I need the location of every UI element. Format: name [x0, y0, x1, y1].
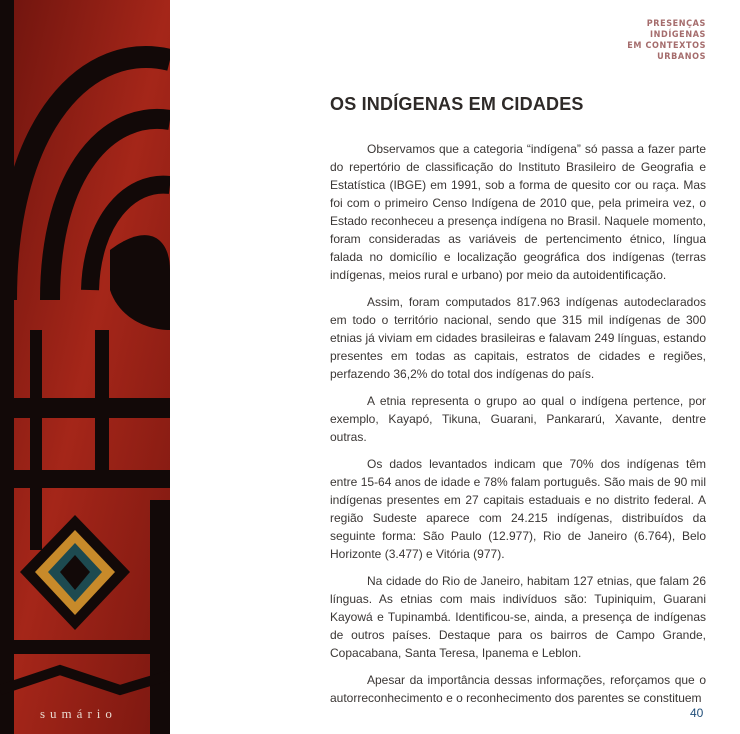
running-header — [586, 19, 706, 63]
summary-nav-link[interactable]: sumário — [40, 706, 117, 721]
side-artwork-panel — [0, 0, 170, 734]
indigenous-pattern-graphic — [0, 0, 170, 734]
paragraph: Na cidade do Rio de Janeiro, habitam 127 etnias, que falam 26 línguas. As etnias com mais indivíduos são: Tupiniquim, Guarani Kayowá e Tupinambá. Identificou-se, ainda, a presença de indígenas de outros países. Destaque para os bairros de Campo Grande, Copacabana, Santa Teresa, Ipanema e Leblon. — [330, 574, 706, 660]
page-title: OS INDÍGENAS EM CIDADES — [330, 94, 584, 114]
header-line: URBANOS — [657, 52, 706, 62]
paragraph: Apesar da importância dessas informações, reforçamos que o autorreconhecimento e o reconhecimento dos parentes se constituem — [330, 673, 706, 705]
paragraph: Os dados levantados indicam que 70% dos indígenas têm entre 15-64 anos de idade e 78% falam português. São mais de 90 mil indígenas presentes em 27 capitais estaduais e no distrito federal. A região Sudeste aparece com 24.215 indígenas, distribuídos da seguinte forma: São Paulo (12.977), Rio de Janeiro (6.764), Belo Horizonte (3.477) e Vitória (977). — [330, 457, 706, 561]
page-number: 40 — [690, 706, 704, 720]
header-line: PRESENÇAS — [646, 19, 706, 29]
paragraph: A etnia representa o grupo ao qual o indígena pertence, por exemplo, Kayapó, Tikuna, Guarani, Pankararú, Xavante, dentre outras. — [330, 394, 706, 444]
article-body — [330, 140, 706, 716]
header-line: INDÍGENAS — [650, 30, 706, 40]
paragraph: Observamos que a categoria “indígena” só passa a fazer parte do repertório de classificação do Instituto Brasileiro de Geografia e Estatística (IBGE) em 1991, sob a forma de quesito cor ou raça. Mas foi com o primeiro Censo Indígena de 2010 que, pela primeira vez, o Estado reconheceu a presença indígena no Brasil. Naquele momento, foram consideradas as variáveis de pertencimento étnico, língua falada no domicílio e localização geográfica dos indígenas (terras indígenas, meios rural e urbano) por meio da autoidentificação. — [330, 142, 706, 282]
paragraph: Assim, foram computados 817.963 indígenas autodeclarados em todo o território nacional, sendo que 315 mil indígenas de 300 etnias já viviam em cidades brasileiras e falavam 249 línguas, estando presentes em todas as capitais, estratos de cidades e regiões, perfazendo 36,2% do total dos indígenas do país. — [330, 295, 706, 381]
header-line: EM CONTEXTOS — [627, 41, 706, 51]
